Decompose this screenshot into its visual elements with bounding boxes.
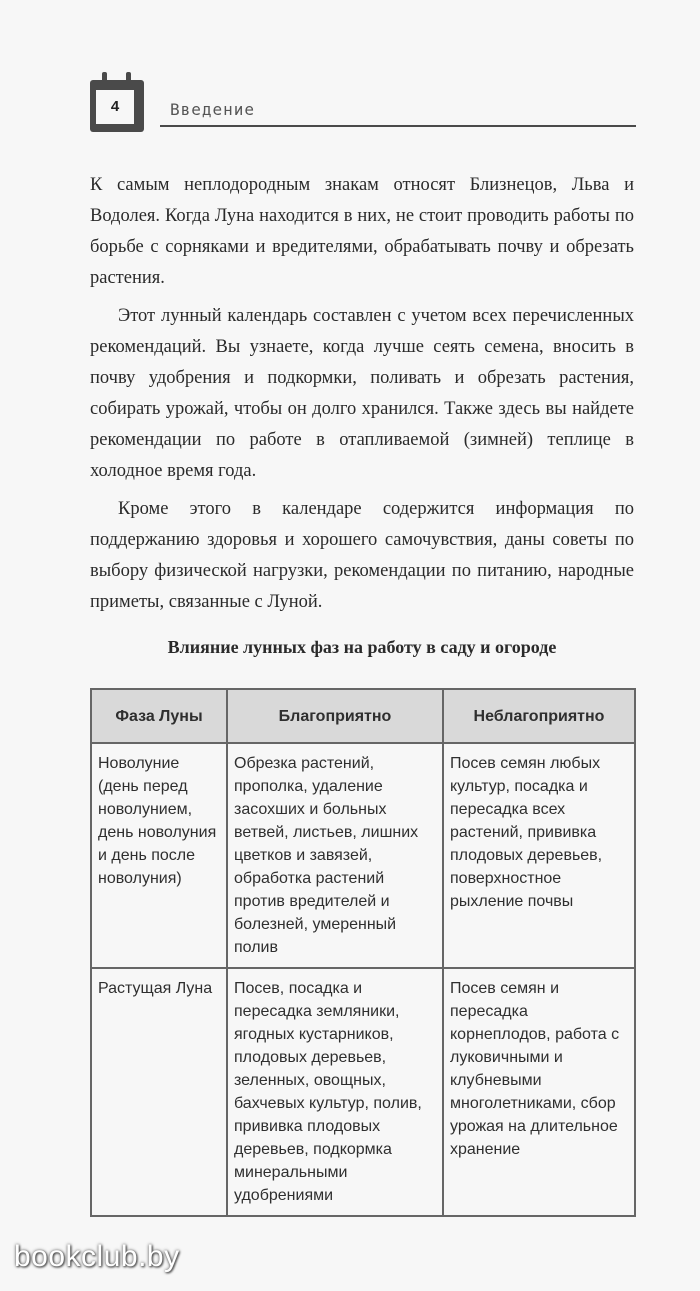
table-caption: Влияние лунных фаз на работу в саду и огороде	[167, 637, 557, 657]
table-row	[91, 743, 635, 968]
cell-phase: Новолуние (день перед новолунием, день новолуния и день после новолуния)	[91, 743, 227, 968]
page-number: 4	[96, 90, 134, 124]
paragraph-3: Кроме этого в календаре содержится информация по поддержанию здоровья и хорошего самочувствия, даны советы по выбору физической нагрузки, рекомендации по питанию, народные приметы, связанные с Луной.	[90, 499, 634, 612]
calendar-icon	[90, 80, 144, 132]
table-row	[91, 968, 635, 1216]
header-unfavorable: Неблагоприятно	[443, 689, 635, 743]
cell-unfavorable: Посев семян любых культур, посадка и пересадка всех растений, прививка плодовых деревьев, поверхностное рыхление почвы	[443, 743, 635, 968]
calendar-ring-left	[102, 72, 107, 87]
table-header-row	[91, 689, 635, 743]
page-header	[88, 72, 636, 132]
paragraph-1: К самым неплодородным знакам относят Близнецов, Льва и Водолея. Когда Луна находится в них, не стоит проводить работы по борьбе с сорняками и вредителями, обрабатывать почву и обрезать растения.	[90, 175, 634, 288]
cell-favorable: Обрезка растений, прополка, удаление засохших и больных ветвей, листьев, лишних цветков и завязей, обработка растений против вредителей и болезней, умеренный полив	[227, 743, 443, 968]
watermark: bookclub.by	[14, 1240, 180, 1273]
header-phase: Фаза Луны	[91, 689, 227, 743]
paragraph-2: Этот лунный календарь составлен с учетом всех перечисленных рекомендаций. Вы узнаете, когда лучше сеять семена, вносить в почву удобрения и подкормки, поливать и обрезать растения, собирать урожай, чтобы он долго хранился. Также здесь вы найдете рекомендации по работе в отапливаемой (зимней) теплице в холодное время года.	[90, 306, 634, 481]
cell-phase: Растущая Луна	[91, 968, 227, 1216]
header-favorable: Благоприятно	[227, 689, 443, 743]
body-text	[90, 170, 634, 618]
cell-favorable: Посев, посадка и пересадка земляники, ягодных кустарников, плодовых деревьев, зеленных, овощных, бахчевых культур, полив, прививка плодовых деревьев, подкормка минеральными удобрениями	[227, 968, 443, 1216]
moon-phase-table	[90, 688, 636, 1217]
header-rule	[160, 125, 636, 127]
calendar-ring-right	[126, 72, 131, 87]
section-title: Введение	[170, 100, 256, 119]
cell-unfavorable: Посев семян и пересадка корнеплодов, работа с луковичными и клубневыми многолетниками, сбор урожая на длительное хранение	[443, 968, 635, 1216]
